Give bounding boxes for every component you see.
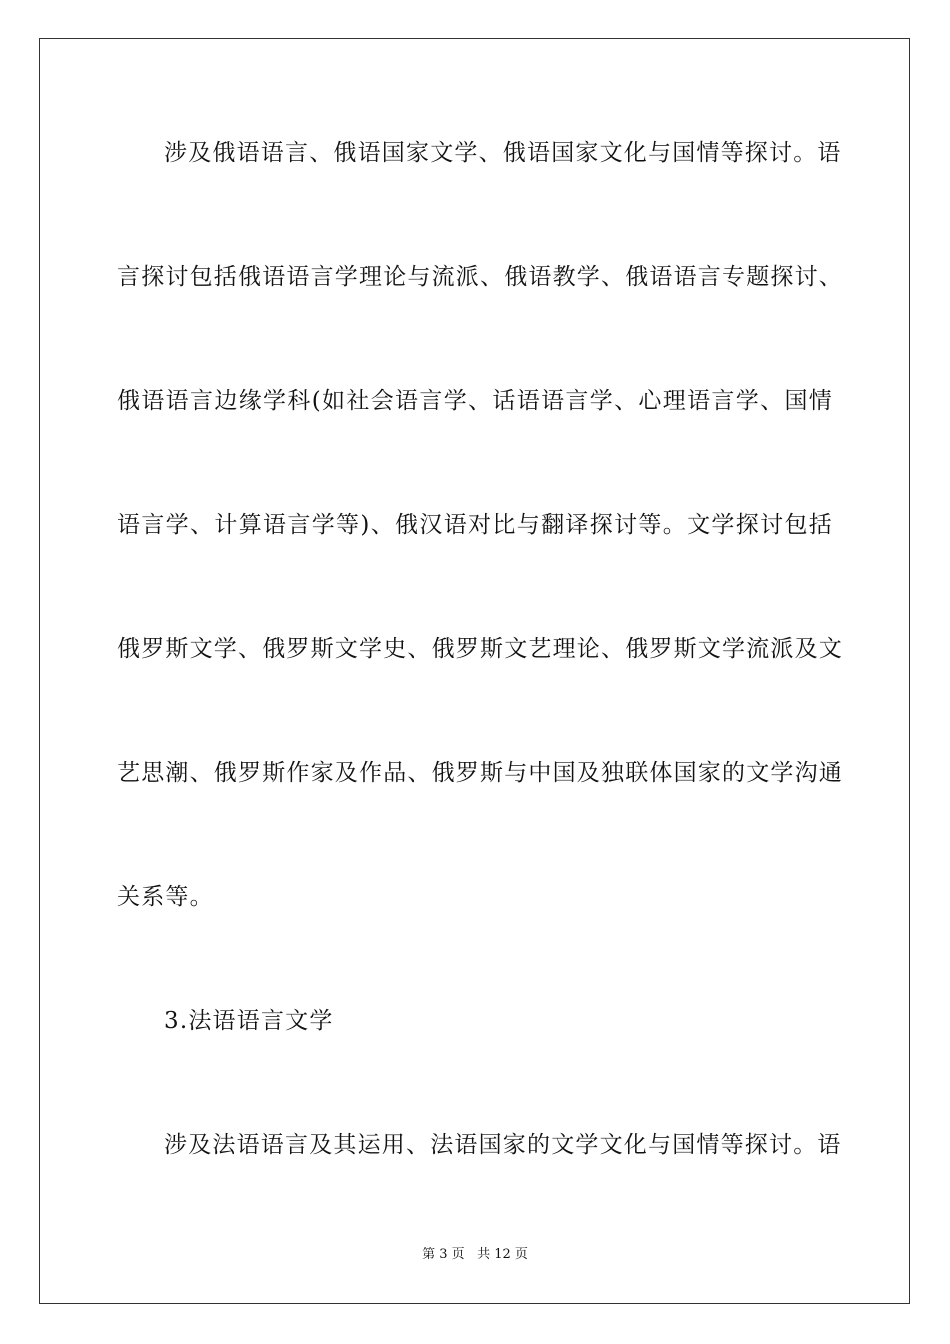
page-total: 共 12 页 — [477, 1247, 528, 1262]
paragraph-line-9: 涉及法语语言及其运用、法语国家的文学文化与国情等探讨。语 — [164, 1132, 842, 1158]
paragraph-line-5: 俄罗斯文学、俄罗斯文学史、俄罗斯文艺理论、俄罗斯文学流派及文 — [117, 636, 843, 662]
paragraph-line-1: 涉及俄语语言、俄语国家文学、俄语国家文化与国情等探讨。语 — [164, 140, 842, 166]
section-heading: 3.法语语言文学 — [164, 1008, 334, 1034]
paragraph-line-6: 艺思潮、俄罗斯作家及作品、俄罗斯与中国及独联体国家的文学沟通 — [117, 760, 843, 786]
page-border — [39, 38, 910, 1304]
paragraph-line-4: 语言学、计算语言学等)、俄汉语对比与翻译探讨等。文学探讨包括 — [117, 512, 833, 538]
paragraph-line-7: 关系等。 — [117, 884, 214, 910]
paragraph-line-2: 言探讨包括俄语语言学理论与流派、俄语教学、俄语语言专题探讨、 — [117, 264, 843, 290]
paragraph-line-3: 俄语语言边缘学科(如社会语言学、话语语言学、心理语言学、国情 — [117, 388, 833, 414]
page-number: 第 3 页 — [422, 1247, 465, 1262]
page-footer — [0, 1246, 950, 1264]
